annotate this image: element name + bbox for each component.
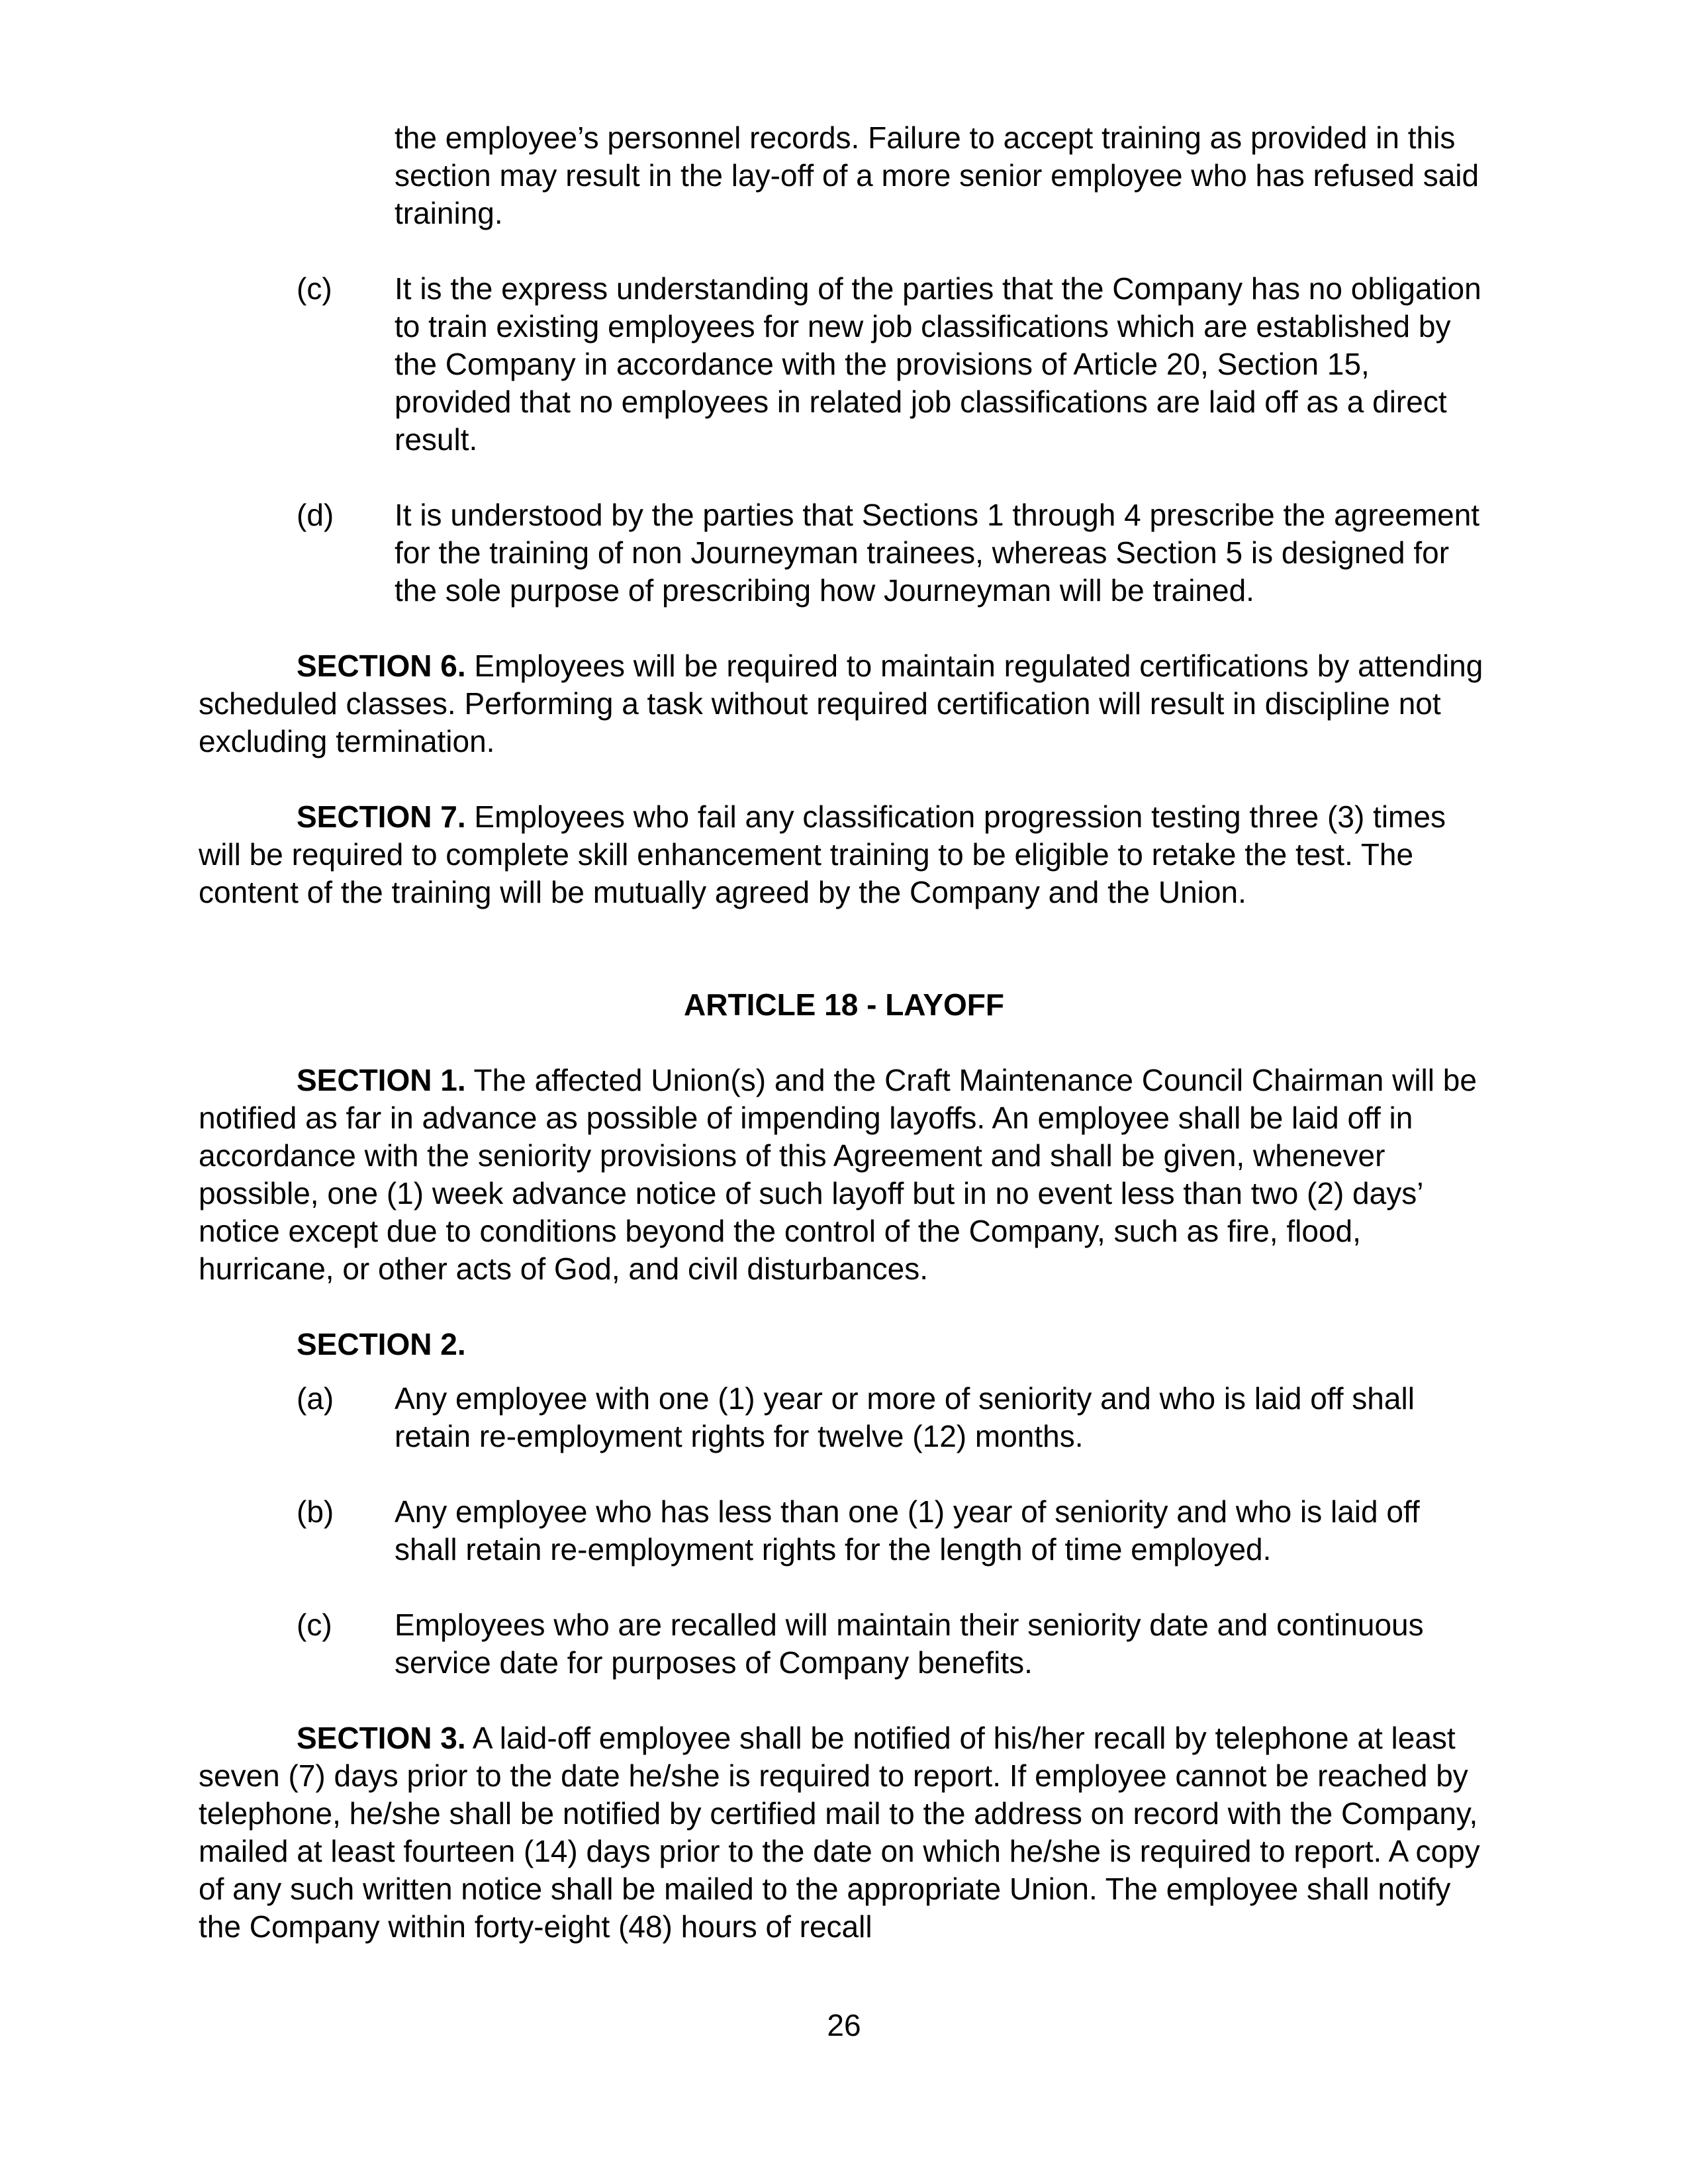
article18-section-2-title: SECTION 2. bbox=[297, 1327, 466, 1361]
item-label: (b) bbox=[297, 1494, 334, 1529]
section-6-title: SECTION 6. bbox=[297, 649, 466, 683]
item-text: Employees who are recalled will maintain their seniority date and continuous service date for purposes of Company benefits. bbox=[395, 1608, 1424, 1680]
section-6-text: Employees will be required to maintain regulated certifications by attending scheduled classes. Performing a task without required certification will result in discipline not excluding termination. bbox=[199, 649, 1483, 758]
article18-section-1-title: SECTION 1. bbox=[297, 1063, 466, 1097]
article-heading: ARTICLE 18 - LAYOFF bbox=[684, 987, 1004, 1022]
list-item-c-training bbox=[297, 270, 1489, 459]
article18-section-3-title: SECTION 3. bbox=[297, 1721, 466, 1755]
item-label: (a) bbox=[297, 1381, 334, 1416]
item-label: (c) bbox=[297, 1608, 332, 1642]
section-7-paragraph bbox=[199, 798, 1489, 911]
article18-section-1-paragraph bbox=[199, 1062, 1489, 1288]
item-text: It is the express understanding of the parties that the Company has no obligation to train existing employees for new job classifications which are established by the Company in accordance with the provisions of Article 20, Section 15, provided that no employees in related job classifications are laid off as a direct result. bbox=[395, 271, 1481, 457]
item-label: (c) bbox=[297, 271, 332, 306]
list-item-b-layoff bbox=[297, 1493, 1489, 1569]
list-item-c-layoff bbox=[297, 1606, 1489, 1682]
section-7-title: SECTION 7. bbox=[297, 799, 466, 834]
section-7-text: Employees who fail any classification progression testing three (3) times will be required to complete skill enhancement training to be eligible to retake the test. The content of the training will be mutually agreed by the Company and the Union. bbox=[199, 799, 1446, 909]
item-text: It is understood by the parties that Sections 1 through 4 prescribe the agreement for the training of non Journeyman trainees, whereas Section 5 is designed for the sole purpose of prescribing how Journeyman will be trained. bbox=[395, 498, 1480, 608]
list-item-a-layoff bbox=[297, 1380, 1489, 1455]
article18-section-3-paragraph bbox=[199, 1719, 1489, 1946]
section-6-paragraph bbox=[199, 647, 1489, 760]
article18-section-3-text: A laid-off employee shall be notified of his/her recall by telephone at least seven (7) days prior to the date he/she is required to report. If employee cannot be reached by telephone, he/she shall be notified by certified mail to the address on record with the Company, mailed at least fourteen (14) days prior to the date on which he/she is required to report. A copy of any such written notice shall be mailed to the appropriate Union. The employee shall notify the Company within forty-eight (48) hours of recall bbox=[199, 1721, 1480, 1944]
article18-section-1-text: The affected Union(s) and the Craft Maintenance Council Chairman will be notified as far in advance as possible of impending layoffs. An employee shall be laid off in accordance with the seniority provisions of this Agreement and shall be given, whenever possible, one (1) week advance notice of such layoff but in no event less than two (2) days’ notice except due to conditions beyond the control of the Company, such as fire, flood, hurricane, or other acts of God, and civil disturbances. bbox=[199, 1063, 1477, 1286]
list-item-d-training bbox=[297, 496, 1489, 610]
page-number: 26 bbox=[827, 2008, 861, 2042]
item-text: Any employee who has less than one (1) year of seniority and who is laid off shall retain re-employment rights for the length of time employed. bbox=[395, 1494, 1420, 1567]
item-label: (d) bbox=[297, 498, 334, 532]
item-text: Any employee with one (1) year or more of seniority and who is laid off shall retain re-employment rights for twelve (12) months. bbox=[395, 1381, 1415, 1453]
continuation-paragraph: the employee’s personnel records. Failure to accept training as provided in this section may result in the lay-off of a more senior employee who has refused said training. bbox=[395, 120, 1479, 230]
document-page bbox=[199, 119, 1489, 1946]
